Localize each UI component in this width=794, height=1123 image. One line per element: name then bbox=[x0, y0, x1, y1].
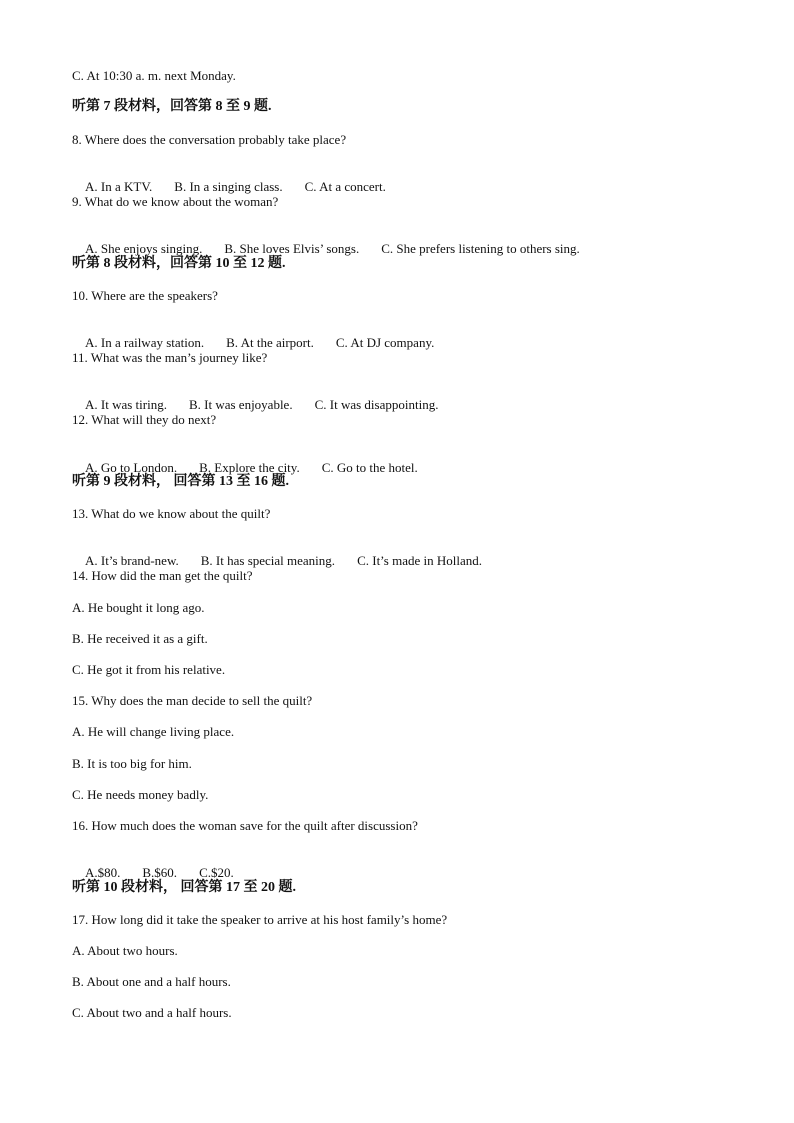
question-11: 11. What was the man’s journey like? bbox=[72, 350, 268, 365]
question-14: 14. How did the man get the quilt? bbox=[72, 568, 253, 583]
option-a: A. About two hours. bbox=[72, 943, 178, 958]
option-b: B.$60. bbox=[142, 865, 178, 880]
option-c: C. He got it from his relative. bbox=[72, 662, 226, 677]
question-16: 16. How much does the woman save for the quilt after discussion? bbox=[72, 818, 418, 833]
question-10: 10. Where are the speakers? bbox=[72, 288, 218, 303]
option-line: C. At 10:30 a. m. next Monday. bbox=[72, 68, 236, 83]
option-b: B. He received it as a gift. bbox=[72, 631, 208, 646]
option-c: C. He needs money badly. bbox=[72, 787, 209, 802]
option-c: C. At a concert. bbox=[304, 179, 386, 194]
option-b: B. Explore the city. bbox=[199, 460, 300, 475]
option-b: B. In a singing class. bbox=[174, 179, 283, 194]
option-c: C.$20. bbox=[199, 865, 234, 880]
option-a: A. It’s brand-new. bbox=[85, 553, 179, 568]
option-a: A. It was tiring. bbox=[85, 397, 167, 412]
option-a: A. She enjoys singing. bbox=[85, 241, 203, 256]
option-c: C. Go to the hotel. bbox=[321, 460, 418, 475]
section-heading: 听第 7 段材料，回答第 8 至 9 题. bbox=[72, 99, 272, 114]
question-17: 17. How long did it take the speaker to arrive at his host family’s home? bbox=[72, 912, 448, 927]
option-a: A. In a KTV. bbox=[85, 179, 153, 194]
question-12: 12. What will they do next? bbox=[72, 412, 217, 427]
option-b: B. She loves Elvis’ songs. bbox=[224, 241, 360, 256]
option-c: C. At DJ company. bbox=[335, 335, 435, 350]
option-b: B. It was enjoyable. bbox=[188, 397, 293, 412]
option-b: B. At the airport. bbox=[226, 335, 314, 350]
option-b: B. It has special meaning. bbox=[200, 553, 336, 568]
section-heading: 听第 10 段材料， 回答第 17 至 20 题. bbox=[72, 880, 296, 895]
option-a: A. He bought it long ago. bbox=[72, 600, 205, 615]
option-b: B. It is too big for him. bbox=[72, 756, 192, 771]
option-a: A. He will change living place. bbox=[72, 724, 235, 739]
option-c: C. It was disappointing. bbox=[314, 397, 439, 412]
option-c: C. She prefers listening to others sing. bbox=[381, 241, 580, 256]
question-15: 15. Why does the man decide to sell the quilt? bbox=[72, 693, 313, 708]
option-c: C. It’s made in Holland. bbox=[357, 553, 482, 568]
question-9: 9. What do we know about the woman? bbox=[72, 194, 279, 209]
section-heading: 听第 8 段材料，回答第 10 至 12 题. bbox=[72, 256, 286, 271]
question-8: 8. Where does the conversation probably take place? bbox=[72, 132, 347, 147]
option-a: A. Go to London. bbox=[85, 460, 178, 475]
option-b: B. About one and a half hours. bbox=[72, 974, 231, 989]
section-heading: 听第 9 段材料， 回答第 13 至 16 题. bbox=[72, 474, 289, 489]
option-a: A. In a railway station. bbox=[85, 335, 205, 350]
option-a: A.$80. bbox=[85, 865, 121, 880]
question-13: 13. What do we know about the quilt? bbox=[72, 506, 271, 521]
option-c: C. About two and a half hours. bbox=[72, 1005, 232, 1020]
